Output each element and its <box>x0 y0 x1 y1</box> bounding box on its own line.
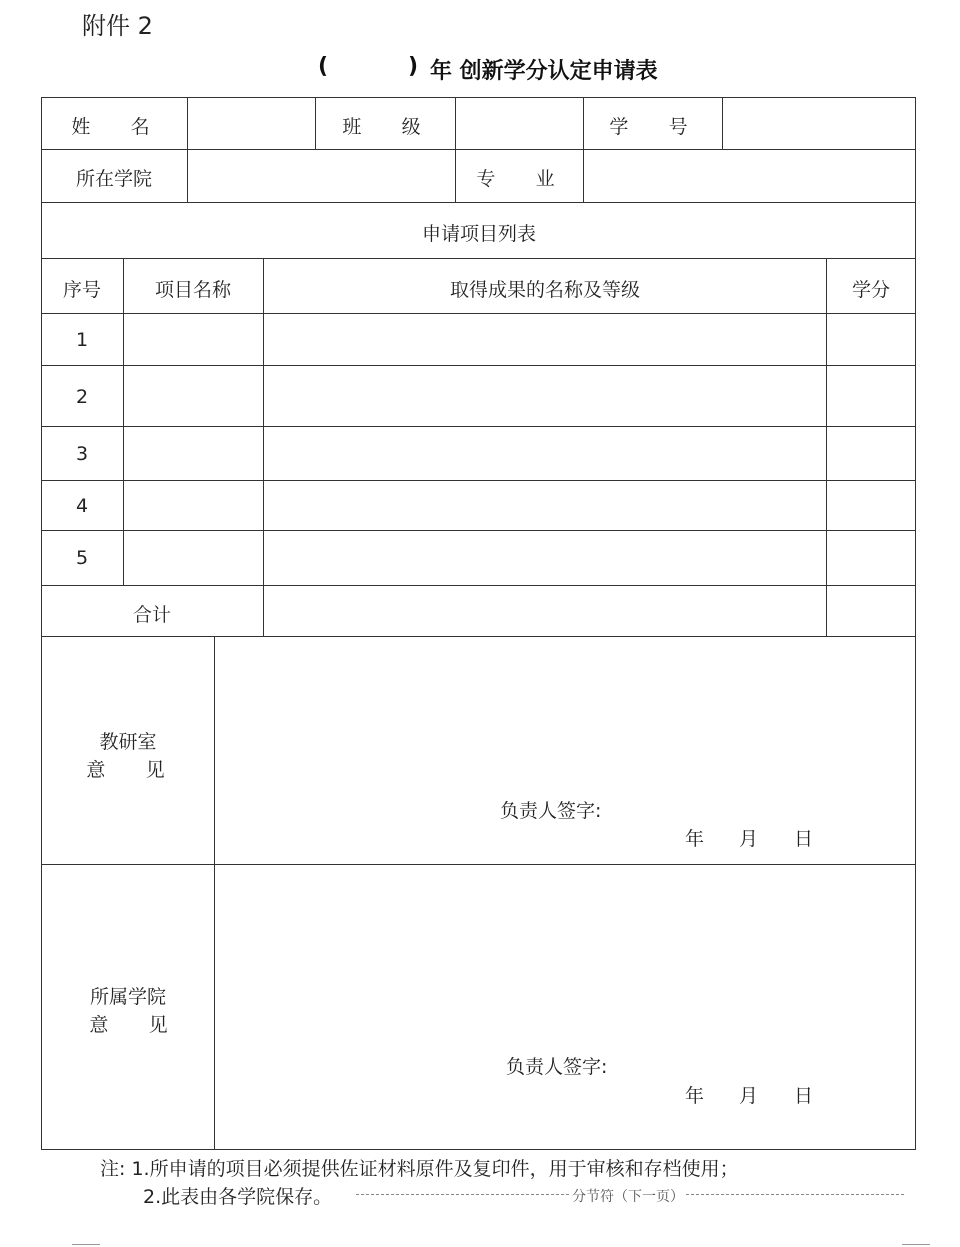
row-index: 1 <box>75 329 89 351</box>
college-month-label: 月 <box>739 1085 759 1107</box>
row-divider <box>41 636 916 637</box>
col-divider <box>263 258 264 636</box>
col-divider <box>123 258 124 585</box>
major-label: 专 业 <box>476 168 572 190</box>
col-divider <box>826 258 827 636</box>
row-divider <box>41 313 916 314</box>
col-header-credits: 学分 <box>851 279 891 301</box>
college-opinion-label-line1: 所属学院 <box>89 986 167 1008</box>
dept-year-label: 年 <box>685 828 705 850</box>
total-label: 合计 <box>132 604 172 626</box>
row-divider <box>41 864 916 865</box>
col-divider <box>187 97 188 202</box>
dept-opinion-label-line2: 意 见 <box>86 759 182 781</box>
college-opinion-label-line2: 意 见 <box>89 1014 185 1036</box>
class-label: 班 级 <box>342 116 438 138</box>
college-label: 所在学院 <box>75 168 153 190</box>
row-divider <box>41 426 916 427</box>
title-close-paren: ) <box>408 54 419 79</box>
student-id-label: 学 号 <box>609 116 705 138</box>
row-index: 2 <box>75 386 89 408</box>
application-form-table <box>41 97 916 1150</box>
col-header-project-name: 项目名称 <box>154 279 232 301</box>
project-list-title: 申请项目列表 <box>421 223 537 245</box>
row-index: 5 <box>75 547 89 569</box>
row-divider <box>41 530 916 531</box>
col-divider <box>214 636 215 1150</box>
row-index: 3 <box>75 443 89 465</box>
note-line-1: 注: 1.所申请的项目必须提供佐证材料原件及复印件，用于审核和存档使用； <box>100 1158 739 1180</box>
col-header-achievement: 取得成果的名称及等级 <box>449 279 641 301</box>
row-divider <box>41 258 916 259</box>
college-signer-label: 负责人签字: <box>506 1056 608 1078</box>
section-break-label: 分节符（下一页） <box>570 1186 686 1206</box>
col-divider <box>722 97 723 149</box>
row-divider <box>41 365 916 366</box>
dept-signer-label: 负责人签字: <box>500 800 602 822</box>
col-divider <box>315 97 316 149</box>
row-divider <box>41 585 916 586</box>
dept-opinion-label-line1: 教研室 <box>99 731 157 753</box>
row-divider <box>41 480 916 481</box>
col-divider <box>455 97 456 202</box>
college-year-label: 年 <box>685 1085 705 1107</box>
title-open-paren: ( <box>318 54 329 79</box>
row-divider <box>41 202 916 203</box>
note-line-2: 2.此表由各学院保存。 <box>143 1186 333 1208</box>
attachment-label: 附件 2 <box>82 12 153 40</box>
col-divider <box>583 97 584 202</box>
name-label: 姓 名 <box>71 116 167 138</box>
row-divider <box>41 149 916 150</box>
dept-day-label: 日 <box>794 828 814 850</box>
college-day-label: 日 <box>794 1085 814 1107</box>
row-index: 4 <box>75 495 89 517</box>
corner-mark-left <box>72 1244 100 1245</box>
dept-month-label: 月 <box>739 828 759 850</box>
corner-mark-right <box>902 1244 930 1245</box>
col-header-index: 序号 <box>62 279 102 301</box>
title-main-text: 年 创新学分认定申请表 <box>430 59 658 84</box>
